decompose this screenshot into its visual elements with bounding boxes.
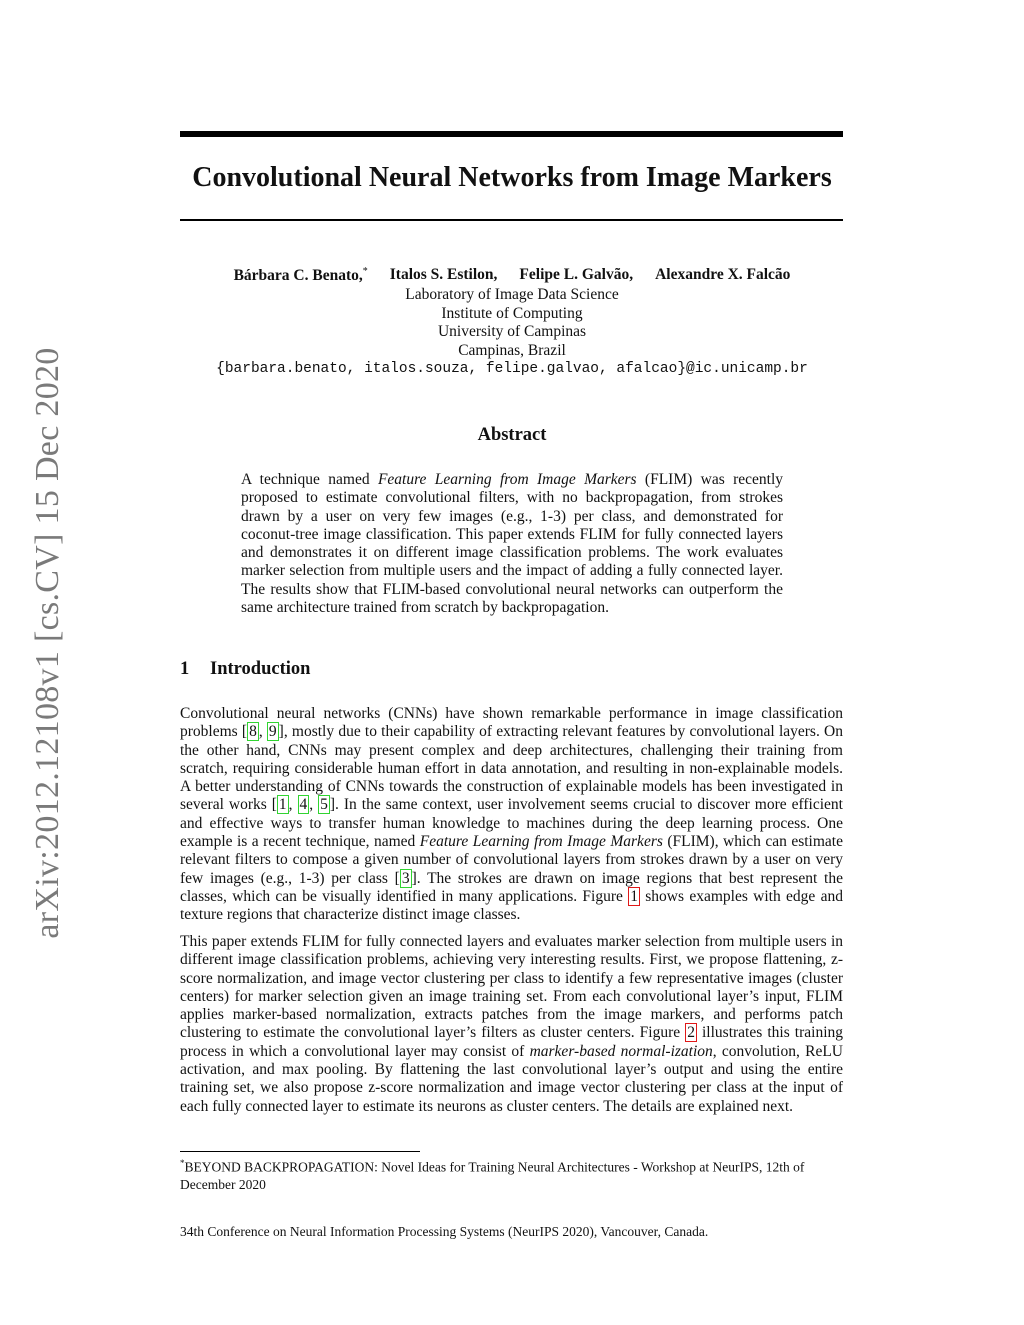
footnote-rule	[180, 1151, 420, 1152]
author	[390, 266, 498, 285]
abstract-text	[241, 471, 783, 617]
affiliation-block	[140, 286, 884, 379]
figure-reference-link[interactable]: 1	[630, 887, 638, 905]
author-name: Italos S. Estilon,	[389, 266, 498, 283]
abstract-heading: Abstract	[477, 425, 547, 445]
author-footnote-mark: *	[362, 266, 368, 277]
footnote-text: BEYOND BACKPROPAGATION: Novel Ideas for Training Neural Architectures - Workshop at NeurIPS, 12th of December 2020	[180, 1159, 805, 1192]
paragraph-text: ,	[309, 796, 319, 814]
paragraph-text: shows examples with edge and texture regions that characterize distinct image classes.	[180, 887, 843, 924]
section-number: 1	[180, 659, 190, 679]
technique-name-italic: Feature Learning from Image Markers	[419, 833, 663, 851]
section-title: Introduction	[210, 659, 311, 679]
arxiv-identifier-stamp: arXiv:2012.12108v1 [cs.CV] 15 Dec 2020	[29, 347, 66, 939]
abstract-technique-name: Feature Learning from Image Markers	[377, 471, 637, 488]
affiliation-lab: Laboratory of Image Data Science	[405, 286, 619, 303]
term-italic: marker-based normal-ization	[529, 1042, 713, 1060]
affiliation-location: Campinas, Brazil	[458, 341, 566, 359]
conference-notice: 34th Conference on Neural Information Processing Systems (NeurIPS 2020), Vancouver, Canada.	[180, 1224, 709, 1239]
paragraph-text: ,	[288, 796, 298, 814]
author-name: Alexandre X. Falcão	[655, 266, 791, 283]
author-name: Bárbara C. Benato,	[233, 267, 363, 285]
paragraph-text: Convolutional neural networks (CNNs) have shown remarkable performance in image classification problems [	[180, 705, 843, 741]
paragraph-text: (FLIM), which can estimate relevant filters to compose a given number of convolutional layers from strokes drawn by a user on very few images (e.g., 1-3) per class [	[180, 833, 843, 887]
abstract-text-segment: A technique named	[241, 471, 378, 488]
author	[234, 266, 368, 285]
paper-title: Convolutional Neural Networks from Image Markers	[192, 162, 832, 193]
author	[655, 266, 790, 285]
citation-link[interactable]: 4	[299, 796, 308, 814]
author-list	[120, 266, 904, 285]
citation-link[interactable]: 9	[268, 723, 277, 741]
abstract-text-segment: (FLIM) was recently proposed to estimate convolutional filters, with no backpropagation, from strokes drawn by a user on very few images (e.g., 1-3) per class, and demonstrated for coconut-tree image classification. This paper extends FLIM for fully connected layers and demonstrates it on different image classification problems. The work evaluates marker selection from multiple users and the impact of adding a fully connected layer. The results show that FLIM-based convolutional neural networks can outperform the same architecture trained from scratch by backpropagation.	[241, 471, 783, 617]
section-heading-introduction	[180, 659, 310, 680]
affiliation-institute: Institute of Computing	[441, 304, 583, 322]
author-emails: {barbara.benato, italos.souza, felipe.galvao, afalcao}@ic.unicamp.br	[216, 361, 808, 377]
footnote-mark: *	[180, 1158, 185, 1168]
title-bottom-rule	[180, 219, 843, 221]
paragraph-text: illustrates this training process in which a convolutional layer may consist of	[180, 1024, 843, 1060]
citation-link[interactable]: 5	[320, 796, 328, 814]
paragraph-text: ], mostly due to their capability of extracting relevant features by convolutional layers. On the other hand, CNNs may present complex and deep architectures, challenging their training from scratch, requiring considerable human effort in data annotation, and resulting in non-explainable models. A better understanding of CNNs towards the construction of explainable models has been investigated in several works [	[180, 723, 843, 814]
paragraph-text: , convolution, ReLU activation, and max pooling. By flattening the last convolutional layer’s output and using the entire training set, we also propose z-score normalization and image vector clustering per class at the input of each fully connected layer to estimate its neurons as cluster centers. The details are explained next.	[180, 1042, 843, 1115]
paragraph-text: This paper extends FLIM for fully connected layers and evaluates marker selection from multiple users in different image classification problems, achieving very interesting results. First, we propose flattening, z-score normalization, and image vector clustering per class to identify a few representative images (cluster centers) for marker selection given an image training set. From each convolutional layer’s input, FLIM applies marker-based normalization, extracts patches from the image markers, and performs patch clustering to estimate the convolutional layer’s filters as cluster centers. Figure	[180, 933, 843, 1042]
affiliation-university: University of Campinas	[437, 323, 587, 340]
citation-link[interactable]: 3	[401, 869, 410, 887]
title-top-rule	[180, 131, 843, 137]
paragraph-text: ,	[258, 723, 267, 741]
figure-reference-link[interactable]: 2	[687, 1024, 695, 1042]
author-name: Felipe L. Galvão,	[519, 266, 634, 283]
paragraph-text: ]. In the same context, user involvement seems crucial to discover more efficient and effective ways to transfer human knowledge to machines during the deep learning process. One example is a recent technique, named	[180, 796, 843, 851]
citation-link[interactable]: 8	[249, 723, 257, 741]
citation-link[interactable]: 1	[278, 796, 287, 814]
intro-paragraph-1	[180, 705, 843, 925]
footnote	[180, 1155, 845, 1193]
intro-paragraph-2	[180, 933, 843, 1116]
author	[519, 266, 633, 285]
paragraph-text: ]. The strokes are drawn on image regions that best represent the classes, which can be visually identified in many applications. Figure	[180, 869, 843, 905]
